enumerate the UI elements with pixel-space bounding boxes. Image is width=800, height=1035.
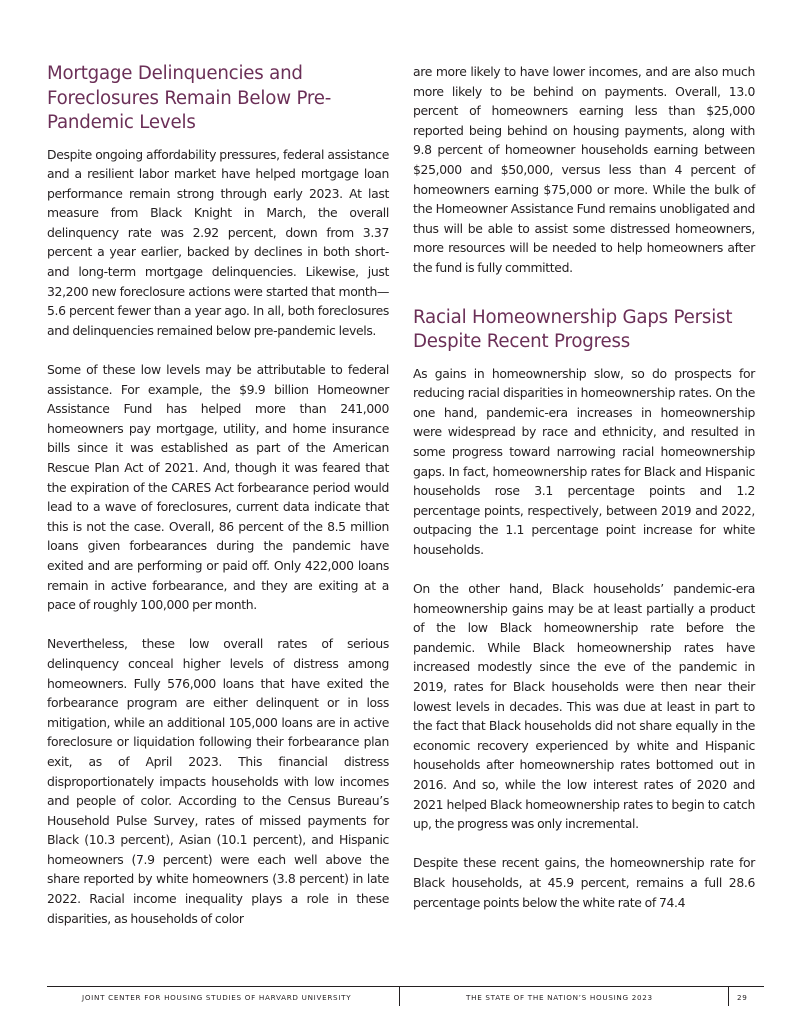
section-heading-mortgage-delinquencies: Mortgage Delinquencies and Foreclosures Remain Below Pre-Pandemic Levels	[47, 63, 332, 133]
paragraph: On the other hand, Black households’ pandemic-era homeownership gains may be at least partially a product of the low Black homeownership rate before the pandemic. While Black homeownership rates have increased modestly since the eve of the pandemic in 2019, rates for Black households were then near their lowest levels in decades. This was due at least in part to the fact that Black households did not share equally in the economic recovery experienced by white and Hispanic households after homeownership rates bottomed out in 2016. And so, while the low interest rates of 2020 and 2021 helped Black homeownership rates to begin to catch up, the progress was only incremental.	[413, 581, 755, 832]
footer-publication-title: THE STATE OF THE NATION’S HOUSING 2023	[466, 993, 653, 1002]
paragraph: Despite these recent gains, the homeownership rate for Black households, at 45.9 percent, remains a full 28.6 percentage points below the white rate of 74.4	[413, 855, 755, 910]
left-column	[47, 62, 389, 928]
page-number: 29	[737, 993, 748, 1002]
paragraph: Some of these low levels may be attributable to federal assistance. For example, the $9.9 billion Homeowner Assistance Fund has helped more than 241,000 homeowners pay mortgage, utility, and home insurance bills since it was established as part of the American Rescue Plan Act of 2021. And, though it was feared that the expiration of the CARES Act forbearance period would lead to a wave of foreclosures, current data indicate that this is not the case. Overall, 86 percent of the 8.5 million loans given forbearances during the pandemic have exited and are performing or paid off. Only 422,000 loans remain in active forbearance, and they are exiting at a pace of roughly 100,000 per month.	[47, 362, 389, 613]
right-column	[413, 62, 755, 912]
paragraph-continuation: are more likely to have lower incomes, and are also much more likely to be behind on payments. Overall, 13.0 percent of homeowners earning less than $25,000 reported being behind on housing payments, along with 9.8 percent of homeowner households earning between $25,000 and $50,000, versus less than 4 percent of homeowners earning $75,000 or more. While the bulk of the Homeowner Assistance Fund remains unobligated and thus will be able to assist some distressed homeowners, more resources will be needed to help homeowners after the fund is fully committed.	[413, 64, 755, 275]
footer-organization: JOINT CENTER FOR HOUSING STUDIES OF HARVARD UNIVERSITY	[82, 993, 352, 1002]
footer-divider	[728, 986, 729, 1006]
footer-divider	[399, 986, 400, 1006]
footer-rule	[47, 986, 764, 987]
paragraph: As gains in homeownership slow, so do prospects for reducing racial disparities in homeownership rates. On the one hand, pandemic-era increases in homeownership were widespread by race and ethnicity, and resulted in some progress toward narrowing racial homeownership gaps. In fact, homeownership rates for Black and Hispanic households rose 3.1 percentage points and 1.2 percentage points, respectively, between 2019 and 2022, outpacing the 1.1 percentage point increase for white households.	[413, 365, 755, 557]
paragraph: Despite ongoing affordability pressures, federal assistance and a resilient labor market have helped mortgage loan performance remain strong through early 2023. At last measure from Black Knight in March, the overall delinquency rate was 2.92 percent, down from 3.37 percent a year earlier, backed by declines in both short- and long-term mortgage delinquencies. Likewise, just 32,200 new foreclosure actions were started that month—5.6 percent fewer than a year ago. In all, both foreclosures and delinquencies remained below pre-pandemic levels.	[47, 146, 389, 338]
section-heading-racial-homeownership-gaps: Racial Homeownership Gaps Persist Despite Recent Progress	[413, 306, 733, 353]
paragraph: Nevertheless, these low overall rates of serious delinquency conceal higher levels of distress among homeowners. Fully 576,000 loans that have exited the forbearance program are either delinquent or in loss mitigation, while an additional 105,000 loans are in active foreclosure or liquidation following their forbearance plan exit, as of April 2023. This financial distress disproportionately impacts households with low incomes and people of color. According to the Census Bureau’s Household Pulse Survey, rates of missed payments for Black (10.3 percent), Asian (10.1 percent), and Hispanic homeowners (7.9 percent) were each well above the share reported by white homeowners (3.8 percent) in late 2022. Racial income inequality plays a role in these disparities, as households of color	[47, 636, 389, 926]
